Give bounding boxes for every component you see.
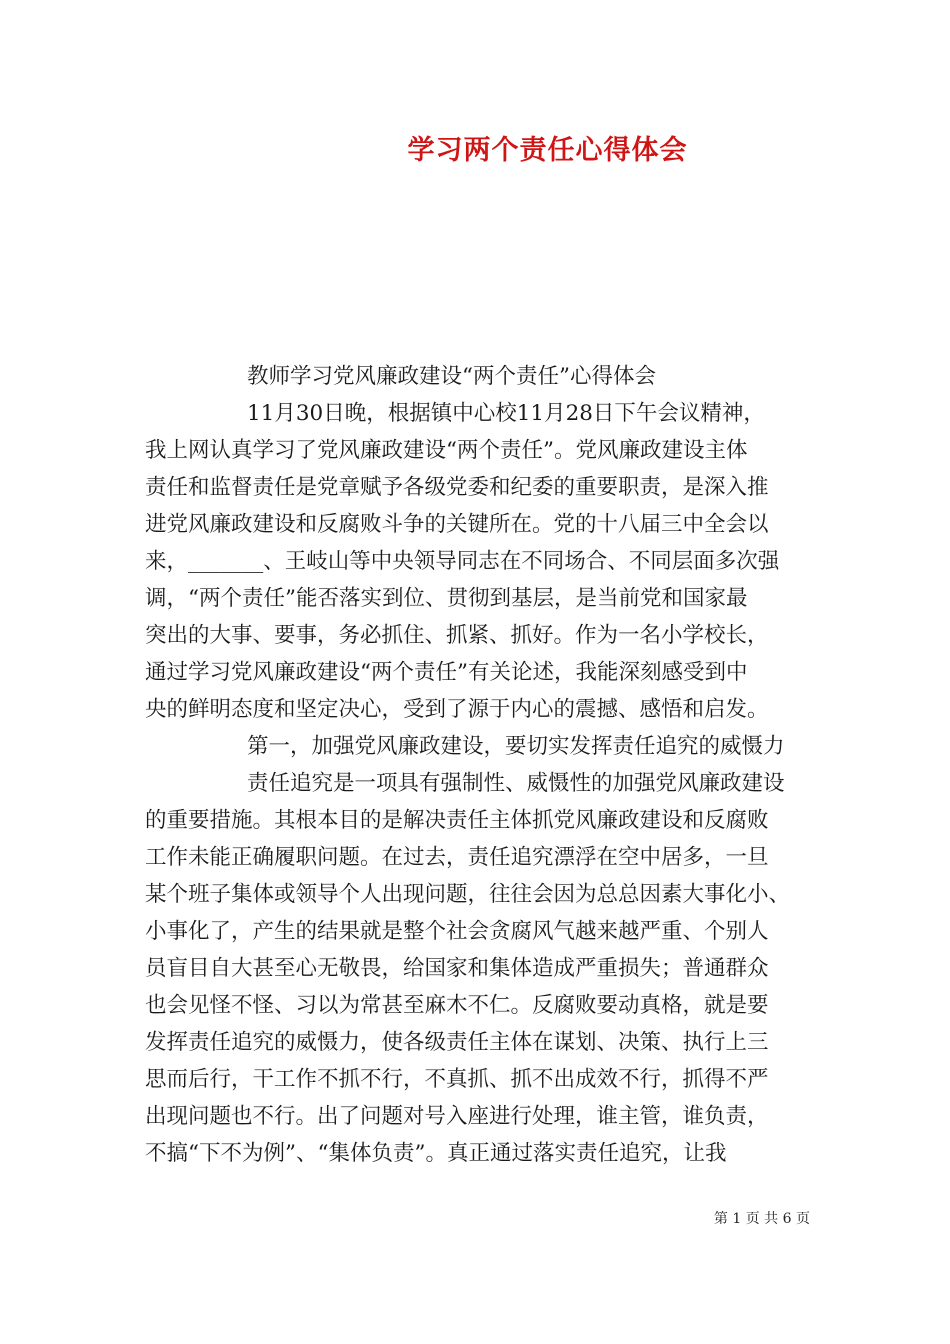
paragraph-line: 思而后行，干工作不抓不行，不真抓、抓不出成效不行，抓得不严	[145, 1067, 769, 1092]
paragraph-line: 进党风廉政建设和反腐败斗争的关键所在。党的十八届三中全会以	[145, 512, 769, 537]
document-body	[145, 358, 813, 1172]
paragraph-line: 某个班子集体或领导个人出现问题，往往会因为总总因素大事化小、	[145, 882, 791, 907]
paragraph-line: 通过学习党风廉政建设“两个责任”有关论述，我能深刻感受到中	[145, 660, 748, 685]
section-heading: 第一，加强党风廉政建设，要切实发挥责任追究的威慑力	[247, 734, 785, 759]
paragraph-line: 发挥责任追究的威慑力，使各级责任主体在谋划、决策、执行上三	[145, 1030, 769, 1055]
paragraph-line: 不搞“下不为例”、“集体负责”。真正通过落实责任追究，让我	[145, 1141, 727, 1166]
paragraph-line: 央的鲜明态度和坚定决心，受到了源于内心的震撼、感悟和启发。	[145, 697, 769, 722]
paragraph-line: 突出的大事、要事，务必抓住、抓紧、抓好。作为一名小学校长，	[145, 623, 769, 648]
paragraph-line: 来，_______、王岐山等中央领导同志在不同场合、不同层面多次强	[145, 549, 780, 574]
document-subtitle: 教师学习党风廉政建设“两个责任”心得体会	[247, 364, 656, 389]
paragraph-line: 小事化了，产生的结果就是整个社会贪腐风气越来越严重、个别人	[145, 919, 769, 944]
paragraph-line: 责任和监督责任是党章赋予各级党委和纪委的重要职责，是深入推	[145, 475, 769, 500]
paragraph-line: 调，“两个责任”能否落实到位、贯彻到基层，是当前党和国家最	[145, 586, 748, 611]
paragraph-line: 工作未能正确履职问题。在过去，责任追究漂浮在空中居多，一旦	[145, 845, 769, 870]
paragraph-line: 11月30日晚，根据镇中心校11月28日下午会议精神，	[247, 401, 765, 426]
paragraph-line: 也会见怪不怪、习以为常甚至麻木不仁。反腐败要动真格，就是要	[145, 993, 769, 1018]
paragraph-line: 的重要措施。其根本目的是解决责任主体抓党风廉政建设和反腐败	[145, 808, 769, 833]
paragraph-line: 员盲目自大甚至心无敬畏，给国家和集体造成严重损失；普通群众	[145, 956, 769, 981]
document-title: 学习两个责任心得体会	[407, 135, 688, 166]
paragraph-line: 出现问题也不行。出了问题对号入座进行处理，谁主管，谁负责，	[145, 1104, 769, 1129]
paragraph-line: 责任追究是一项具有强制性、威慑性的加强党风廉政建设	[247, 771, 785, 796]
page-number: 第 1 页 共 6 页	[713, 1211, 810, 1227]
paragraph-line: 我上网认真学习了党风廉政建设“两个责任”。党风廉政建设主体	[145, 438, 748, 463]
